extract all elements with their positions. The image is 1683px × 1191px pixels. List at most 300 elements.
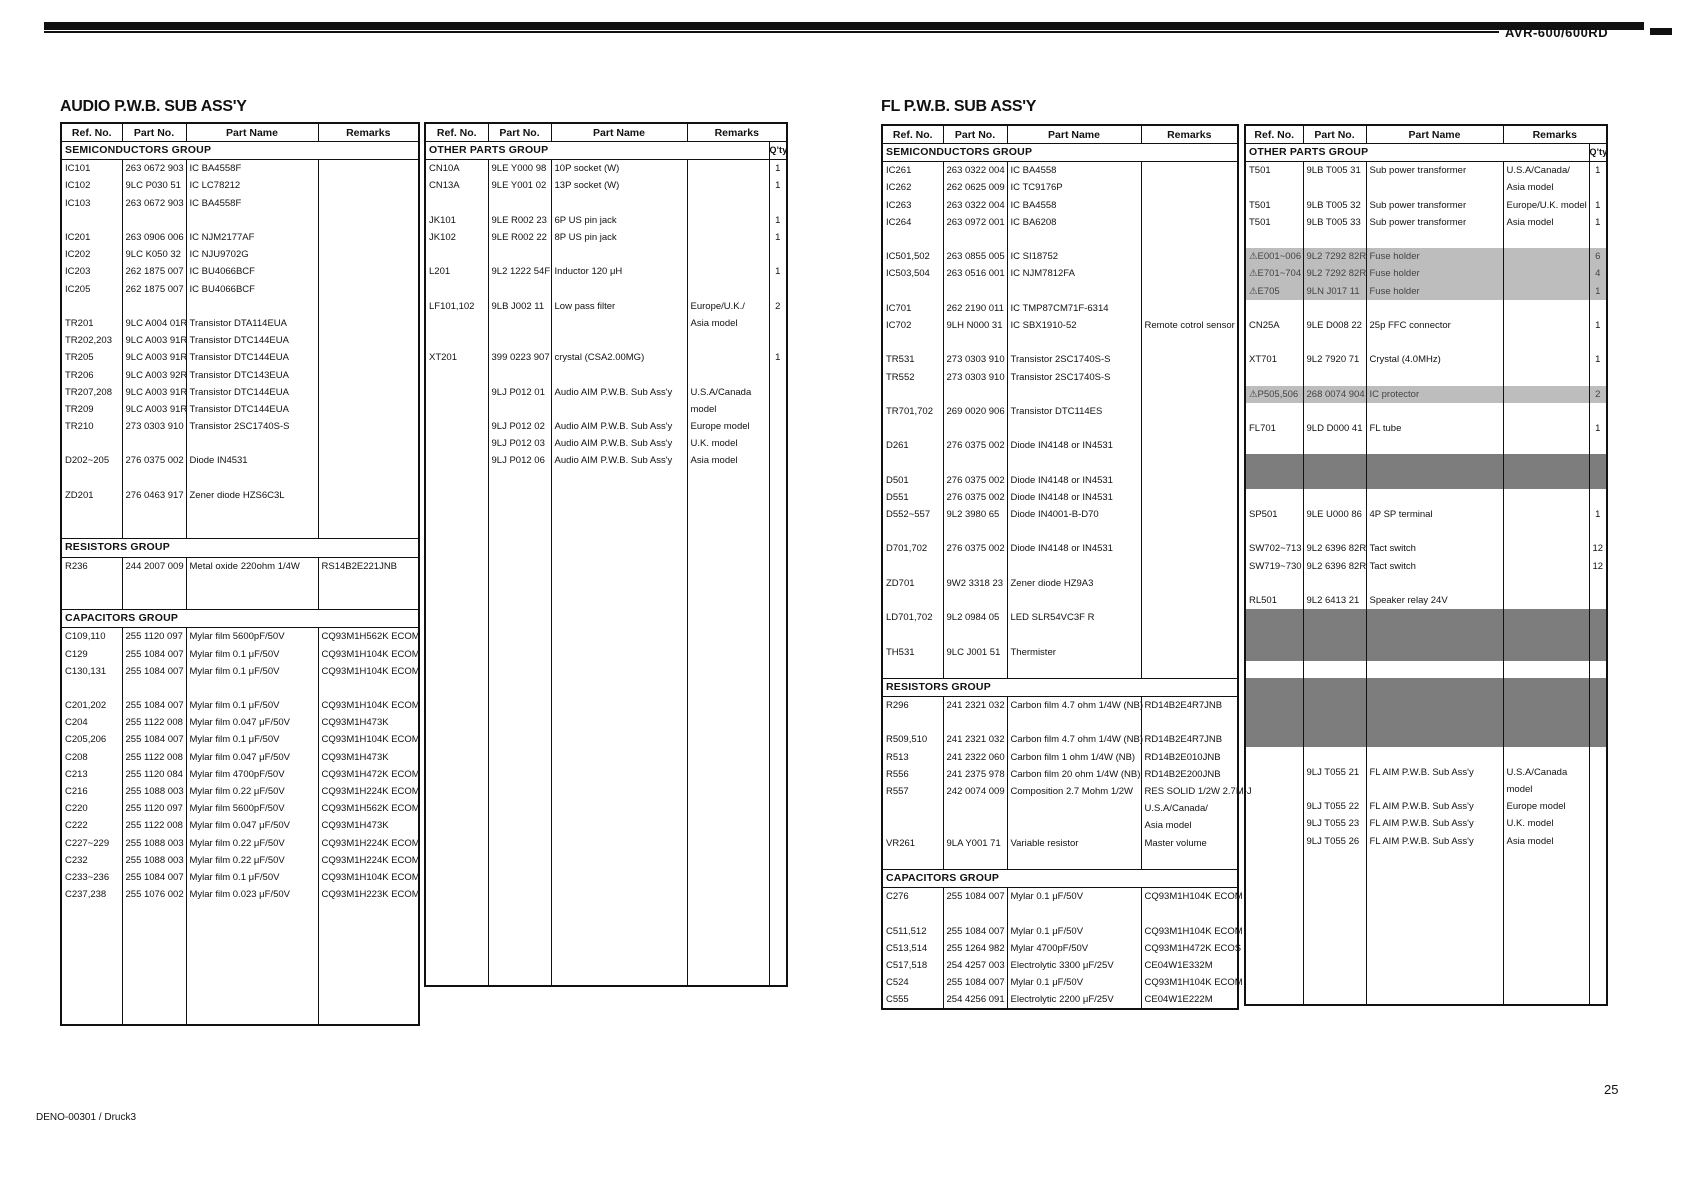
table-row <box>1245 626 1607 643</box>
remarks-cell <box>1503 368 1589 385</box>
part-name-cell <box>1366 368 1503 385</box>
part-no-cell <box>488 745 551 762</box>
table-row <box>1245 815 1607 832</box>
remarks-cell <box>1141 472 1238 489</box>
remarks-cell <box>687 349 769 366</box>
remarks-cell: U.S.A/Canada/ <box>1141 800 1238 817</box>
ref-no-cell <box>425 281 488 298</box>
part-name-cell <box>186 972 318 989</box>
part-no-cell: 241 2321 032 <box>943 731 1007 748</box>
table-row <box>61 401 419 418</box>
part-name-cell <box>186 938 318 955</box>
part-no-cell: 9LC A003 91R <box>122 349 186 366</box>
qty-cell: 1 <box>1589 506 1607 523</box>
table-row <box>882 714 1238 731</box>
part-no-cell <box>1303 626 1366 643</box>
remarks-cell: Master volume <box>1141 835 1238 852</box>
part-name-cell <box>1366 403 1503 420</box>
table-row <box>1245 386 1607 403</box>
remarks-cell <box>1503 643 1589 660</box>
part-no-cell <box>1303 987 1366 1005</box>
part-name-cell <box>186 592 318 610</box>
part-name-cell: Mylar 0.1 μF/50V <box>1007 922 1141 939</box>
ref-no-cell: TR201 <box>61 315 122 332</box>
qty-cell <box>1589 300 1607 317</box>
part-no-cell: 9L2 3980 65 <box>943 506 1007 523</box>
ref-no-cell <box>425 848 488 865</box>
remarks-cell <box>1503 403 1589 420</box>
remarks-cell <box>687 745 769 762</box>
part-no-cell <box>1303 695 1366 712</box>
part-name-cell <box>551 281 687 298</box>
ref-no-cell: C208 <box>61 749 122 766</box>
part-name-cell: Inductor 120 μH <box>551 263 687 280</box>
ref-no-cell: C555 <box>882 991 943 1009</box>
qty-cell <box>1589 729 1607 746</box>
remarks-cell <box>1503 901 1589 918</box>
column-header: Remarks <box>1503 125 1607 144</box>
part-no-cell: 255 1084 007 <box>122 697 186 714</box>
part-no-cell: 255 1122 008 <box>122 714 186 731</box>
ref-no-cell <box>61 212 122 229</box>
table-row <box>61 229 419 246</box>
ref-no-cell <box>1245 884 1303 901</box>
remarks-cell: model <box>1503 781 1589 798</box>
remarks-cell: U.S.A/Canada/ <box>1503 162 1589 180</box>
table-row <box>1245 850 1607 867</box>
part-no-cell: 9LC A003 91R <box>122 332 186 349</box>
table-row <box>61 281 419 298</box>
remarks-cell <box>1141 197 1238 214</box>
part-name-cell: IC BA4558 <box>1007 162 1141 180</box>
remarks-cell: CQ93M1H473K <box>318 817 419 834</box>
part-no-cell <box>1303 918 1366 935</box>
part-name-cell <box>551 332 687 349</box>
remarks-cell <box>687 212 769 229</box>
ref-no-cell <box>425 813 488 830</box>
part-no-cell <box>488 607 551 624</box>
part-no-cell: 255 1122 008 <box>122 749 186 766</box>
column-header: Part Name <box>186 123 318 142</box>
part-no-cell <box>122 592 186 610</box>
ref-no-cell: C216 <box>61 783 122 800</box>
remarks-cell <box>687 899 769 916</box>
part-no-cell: 9LJ T055 26 <box>1303 833 1366 850</box>
table-row <box>1245 351 1607 368</box>
table-row <box>1245 678 1607 695</box>
table-row <box>882 506 1238 523</box>
qty-cell <box>769 281 787 298</box>
ref-no-cell <box>882 386 943 403</box>
table-row <box>1245 970 1607 987</box>
ref-no-cell <box>425 710 488 727</box>
part-no-cell <box>943 661 1007 679</box>
qty-cell: 6 <box>1589 248 1607 265</box>
part-name-cell <box>551 745 687 762</box>
column-header: Ref. No. <box>425 123 488 142</box>
qty-cell: 1 <box>1589 420 1607 437</box>
table-row <box>1245 747 1607 764</box>
part-name-cell <box>1007 817 1141 834</box>
table-row <box>882 214 1238 231</box>
ref-no-cell <box>425 538 488 555</box>
table-row <box>425 831 787 848</box>
qty-cell <box>769 556 787 573</box>
part-no-cell: 9L2 7292 82R <box>1303 248 1366 265</box>
group-heading: CAPACITORS GROUP <box>61 610 419 628</box>
column-header: Remarks <box>318 123 419 142</box>
table-row <box>882 300 1238 317</box>
part-name-cell: Zener diode HZS6C3L <box>186 487 318 504</box>
qty-cell <box>1589 643 1607 660</box>
part-name-cell <box>1007 852 1141 870</box>
ref-no-cell: L201 <box>425 263 488 280</box>
part-no-cell: 9LB T005 33 <box>1303 214 1366 231</box>
remarks-cell <box>1141 592 1238 609</box>
part-no-cell: 9LN J017 11 <box>1303 283 1366 300</box>
table-row <box>61 972 419 989</box>
part-no-cell: 276 0375 002 <box>943 472 1007 489</box>
qty-cell <box>1589 884 1607 901</box>
part-no-cell: 263 0322 004 <box>943 162 1007 180</box>
part-name-cell <box>551 521 687 538</box>
ref-no-cell <box>1245 729 1303 746</box>
part-name-cell <box>1366 953 1503 970</box>
remarks-cell <box>318 195 419 212</box>
qty-cell <box>769 435 787 452</box>
table-row <box>61 435 419 452</box>
ref-no-cell: C205,206 <box>61 731 122 748</box>
table-row <box>882 783 1238 800</box>
ref-no-cell <box>425 556 488 573</box>
header-rule-tail <box>1650 28 1672 35</box>
part-no-cell: 9LB T005 31 <box>1303 162 1366 180</box>
ref-no-cell: IC262 <box>882 179 943 196</box>
table-row <box>882 643 1238 660</box>
part-name-cell: Diode IN4001-B-D70 <box>1007 506 1141 523</box>
qty-cell: 1 <box>1589 283 1607 300</box>
part-name-cell: Mylar film 0.047 μF/50V <box>186 749 318 766</box>
fl-parts-table-right <box>1244 124 1608 1006</box>
table-row <box>425 573 787 590</box>
table-row <box>882 626 1238 643</box>
part-name-cell: Electrolytic 2200 μF/25V <box>1007 991 1141 1009</box>
qty-cell <box>1589 403 1607 420</box>
part-name-cell: Audio AIM P.W.B. Sub Ass'y <box>551 435 687 452</box>
ref-no-cell: RL501 <box>1245 592 1303 609</box>
part-no-cell <box>488 195 551 212</box>
ref-no-cell <box>425 366 488 383</box>
ref-no-cell: IC702 <box>882 317 943 334</box>
ref-no-cell <box>882 800 943 817</box>
table-row <box>61 835 419 852</box>
remarks-cell: CQ93M1H104K ECOM <box>318 869 419 886</box>
ref-no-cell: C130,131 <box>61 663 122 680</box>
part-name-cell <box>1366 231 1503 248</box>
part-no-cell <box>1303 523 1366 540</box>
part-no-cell <box>943 334 1007 351</box>
part-no-cell: 254 4257 003 <box>943 957 1007 974</box>
part-no-cell: 255 1120 097 <box>122 628 186 646</box>
ref-no-cell: D552~557 <box>882 506 943 523</box>
table-row <box>425 435 787 452</box>
qty-cell <box>769 487 787 504</box>
remarks-cell <box>1141 558 1238 575</box>
ref-no-cell: D202~205 <box>61 452 122 469</box>
remarks-cell <box>318 212 419 229</box>
part-no-cell: 9LJ T055 22 <box>1303 798 1366 815</box>
remarks-cell <box>1141 575 1238 592</box>
ref-no-cell <box>425 762 488 779</box>
part-name-cell: IC NJM7812FA <box>1007 265 1141 282</box>
table-row <box>425 796 787 813</box>
remarks-cell <box>1141 523 1238 540</box>
remarks-cell <box>1503 523 1589 540</box>
table-row <box>425 934 787 951</box>
qty-cell <box>1589 764 1607 781</box>
table-row <box>61 177 419 194</box>
part-name-cell <box>1007 386 1141 403</box>
remarks-cell <box>1141 403 1238 420</box>
part-name-cell <box>1366 678 1503 695</box>
part-name-cell <box>186 435 318 452</box>
part-no-cell <box>1303 850 1366 867</box>
part-no-cell <box>488 366 551 383</box>
part-name-cell: IC NJU9702G <box>186 246 318 263</box>
ref-no-cell <box>425 315 488 332</box>
part-no-cell <box>943 800 1007 817</box>
table-row <box>882 179 1238 196</box>
part-name-cell: Metal oxide 220ohm 1/4W <box>186 557 318 575</box>
remarks-cell <box>318 575 419 592</box>
remarks-cell <box>687 195 769 212</box>
part-name-cell <box>551 813 687 830</box>
part-name-cell: Tact switch <box>1366 540 1503 557</box>
column-header: Ref. No. <box>1245 125 1303 144</box>
remarks-cell <box>1503 231 1589 248</box>
ref-no-cell: C233~236 <box>61 869 122 886</box>
table-row <box>882 661 1238 679</box>
table-row <box>882 334 1238 351</box>
ref-no-cell <box>61 575 122 592</box>
part-no-cell: 255 1076 002 <box>122 886 186 903</box>
part-name-cell: Zener diode HZ9A3 <box>1007 575 1141 592</box>
table-row <box>61 1006 419 1024</box>
remarks-cell: RD14B2E4R7JNB <box>1141 697 1238 715</box>
ref-no-cell <box>882 454 943 471</box>
part-no-cell: 9LJ P012 06 <box>488 452 551 469</box>
remarks-cell <box>687 693 769 710</box>
part-name-cell: Carbon film 1 ohm 1/4W (NB) <box>1007 749 1141 766</box>
table-row <box>1245 798 1607 815</box>
remarks-cell: CQ93M1H104K ECOM <box>318 697 419 714</box>
ref-no-cell <box>61 592 122 610</box>
remarks-cell <box>1503 609 1589 626</box>
part-name-cell <box>551 899 687 916</box>
part-no-cell <box>1303 884 1366 901</box>
table-row <box>882 197 1238 214</box>
remarks-cell <box>1503 678 1589 695</box>
part-no-cell: 241 2375 978 <box>943 766 1007 783</box>
table-row <box>882 905 1238 922</box>
remarks-cell <box>687 641 769 658</box>
remarks-cell <box>318 298 419 315</box>
part-no-cell <box>943 523 1007 540</box>
remarks-cell <box>318 955 419 972</box>
ref-no-cell <box>61 680 122 697</box>
qty-cell <box>769 659 787 676</box>
remarks-cell <box>1141 265 1238 282</box>
ref-no-cell <box>1245 867 1303 884</box>
table-row <box>1245 764 1607 781</box>
part-name-cell: Mylar film 0.047 μF/50V <box>186 714 318 731</box>
part-no-cell: 9LE D008 22 <box>1303 317 1366 334</box>
part-no-cell <box>488 831 551 848</box>
table-row <box>425 177 787 194</box>
part-no-cell <box>1303 575 1366 592</box>
ref-no-cell <box>425 418 488 435</box>
remarks-cell <box>1141 300 1238 317</box>
ref-no-cell: C222 <box>61 817 122 834</box>
qty-cell <box>769 401 787 418</box>
part-name-cell: Sub power transformer <box>1366 197 1503 214</box>
remarks-cell <box>1503 592 1589 609</box>
qty-cell <box>1589 678 1607 695</box>
table-row <box>1245 643 1607 660</box>
table-row <box>882 523 1238 540</box>
part-no-cell <box>488 590 551 607</box>
part-no-cell <box>122 298 186 315</box>
remarks-cell <box>1503 248 1589 265</box>
ref-no-cell <box>61 920 122 937</box>
part-name-cell: crystal (CSA2.00MG) <box>551 349 687 366</box>
remarks-cell: CQ93M1H104K ECOM <box>1141 922 1238 939</box>
column-header: Ref. No. <box>882 125 943 144</box>
qty-cell: 1 <box>1589 197 1607 214</box>
part-name-cell: Audio AIM P.W.B. Sub Ass'y <box>551 384 687 401</box>
table-row <box>1245 248 1607 265</box>
ref-no-cell <box>882 231 943 248</box>
ref-no-cell <box>425 624 488 641</box>
remarks-cell <box>318 972 419 989</box>
part-name-cell <box>1366 781 1503 798</box>
part-no-cell <box>122 938 186 955</box>
part-name-cell: Audio AIM P.W.B. Sub Ass'y <box>551 418 687 435</box>
table-row <box>882 265 1238 282</box>
table-row <box>61 869 419 886</box>
ref-no-cell: ZD701 <box>882 575 943 592</box>
table-row <box>882 231 1238 248</box>
ref-no-cell: TR531 <box>882 351 943 368</box>
ref-no-cell: C513,514 <box>882 940 943 957</box>
qty-cell <box>769 745 787 762</box>
ref-no-cell <box>425 401 488 418</box>
table-row <box>425 298 787 315</box>
ref-no-cell: C237,238 <box>61 886 122 903</box>
ref-no-cell <box>882 420 943 437</box>
table-row <box>425 401 787 418</box>
ref-no-cell <box>61 1006 122 1024</box>
part-name-cell: Fuse holder <box>1366 248 1503 265</box>
part-name-cell <box>1366 437 1503 454</box>
ref-no-cell <box>425 573 488 590</box>
group-heading: OTHER PARTS GROUP <box>1245 144 1589 162</box>
part-no-cell <box>122 521 186 539</box>
remarks-cell <box>318 504 419 521</box>
part-name-cell <box>1007 661 1141 679</box>
table-row <box>61 452 419 469</box>
part-name-cell: IC BA4558 <box>1007 197 1141 214</box>
part-name-cell <box>1366 575 1503 592</box>
part-no-cell <box>488 899 551 916</box>
table-row <box>1245 953 1607 970</box>
remarks-cell <box>1141 351 1238 368</box>
ref-no-cell <box>425 487 488 504</box>
part-no-cell: 255 1084 007 <box>122 869 186 886</box>
remarks-cell <box>687 865 769 882</box>
remarks-cell: CQ93M1H473K <box>318 714 419 731</box>
remarks-cell <box>1141 540 1238 557</box>
table-row <box>425 349 787 366</box>
part-name-cell <box>1366 987 1503 1005</box>
ref-no-cell: IC103 <box>61 195 122 212</box>
part-no-cell <box>1303 368 1366 385</box>
qty-cell: 4 <box>1589 265 1607 282</box>
part-name-cell: Variable resistor <box>1007 835 1141 852</box>
table-row <box>61 592 419 610</box>
part-name-cell <box>186 212 318 229</box>
qty-cell <box>769 882 787 899</box>
remarks-cell <box>318 435 419 452</box>
qty-cell: 2 <box>1589 386 1607 403</box>
ref-no-cell <box>882 558 943 575</box>
remarks-cell: CQ93M1H562K ECOM <box>318 800 419 817</box>
part-name-cell <box>551 934 687 951</box>
ref-no-cell: C232 <box>61 852 122 869</box>
ref-no-cell: C276 <box>882 888 943 906</box>
part-name-cell: Mylar film 0.22 μF/50V <box>186 783 318 800</box>
table-row <box>1245 506 1607 523</box>
remarks-cell <box>1141 334 1238 351</box>
column-header: Part No. <box>122 123 186 142</box>
table-header-row <box>882 125 1238 144</box>
part-no-cell: 9LC P030 51 <box>122 177 186 194</box>
part-name-cell: IC BA6208 <box>1007 214 1141 231</box>
part-name-cell <box>551 607 687 624</box>
remarks-cell <box>1503 472 1589 489</box>
table-row <box>1245 867 1607 884</box>
remarks-cell <box>1503 506 1589 523</box>
part-name-cell: Sub power transformer <box>1366 214 1503 231</box>
part-no-cell: 9LB T005 32 <box>1303 197 1366 214</box>
ref-no-cell: D701,702 <box>882 540 943 557</box>
part-name-cell: Mylar film 0.22 μF/50V <box>186 835 318 852</box>
table-row <box>61 886 419 903</box>
table-row <box>1245 523 1607 540</box>
part-name-cell: Carbon film 4.7 ohm 1/4W (NB) <box>1007 731 1141 748</box>
qty-cell <box>769 246 787 263</box>
part-no-cell <box>488 401 551 418</box>
ref-no-cell <box>425 332 488 349</box>
part-no-cell <box>943 626 1007 643</box>
ref-no-cell <box>425 452 488 469</box>
table-row <box>1245 197 1607 214</box>
remarks-cell <box>687 710 769 727</box>
ref-no-cell: D261 <box>882 437 943 454</box>
ref-no-cell <box>425 195 488 212</box>
part-no-cell <box>488 968 551 986</box>
part-no-cell: 263 0672 903 <box>122 160 186 178</box>
